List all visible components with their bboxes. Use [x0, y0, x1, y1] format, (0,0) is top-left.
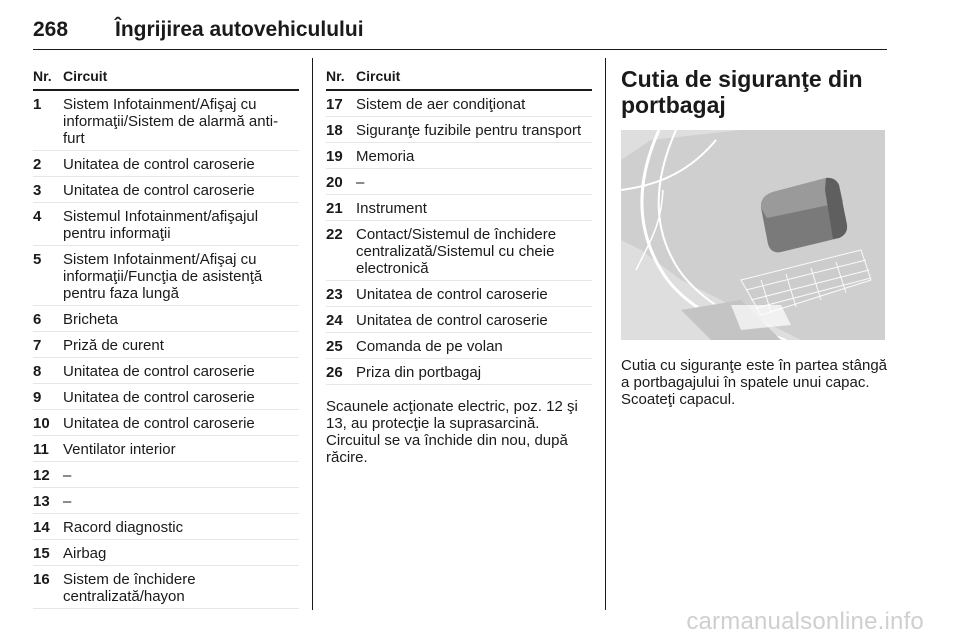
fuse-circuit: Memoria: [356, 143, 592, 169]
column-middle: [326, 58, 592, 466]
fuse-number: 14: [33, 514, 63, 540]
fuse-circuit: Comanda de pe volan: [356, 333, 592, 359]
fuse-row: [33, 566, 299, 609]
header-nr: Nr.: [326, 68, 345, 84]
fuse-circuit: Sistem Infotainment/Afişaj cu informaţii/Sistem de alarmă anti-furt: [63, 91, 299, 151]
fuse-number: 3: [33, 177, 63, 203]
fuse-row: [33, 384, 299, 410]
fuse-number: 24: [326, 307, 356, 333]
section-heading: Cutia de siguranţe din portbagaj: [621, 66, 863, 118]
fuse-circuit: Unitatea de control caroserie: [63, 358, 299, 384]
fuse-table-right: [326, 91, 592, 385]
fuse-number: 7: [33, 332, 63, 358]
column-divider-1: [312, 58, 313, 610]
fuse-row: [326, 91, 592, 117]
fuse-number: 9: [33, 384, 63, 410]
fuse-circuit: Instrument: [356, 195, 592, 221]
fuse-row: [33, 306, 299, 332]
fuse-table-left: [33, 91, 299, 609]
fuse-row: [33, 540, 299, 566]
fuse-circuit: Sistem de aer condiţionat: [356, 91, 592, 117]
fuse-row: [326, 221, 592, 281]
fuse-row: [326, 359, 592, 385]
fuse-row: [33, 177, 299, 203]
fuse-number: 19: [326, 143, 356, 169]
fuse-row: [326, 169, 592, 195]
fuse-circuit: Priză de curent: [63, 332, 299, 358]
fuse-row: [33, 436, 299, 462]
column-left: [33, 58, 299, 609]
fuse-number: 21: [326, 195, 356, 221]
fuse-row: [33, 514, 299, 540]
fuse-circuit: Racord diagnostic: [63, 514, 299, 540]
fuse-number: 8: [33, 358, 63, 384]
fuse-number: 11: [33, 436, 63, 462]
fuse-number: 17: [326, 91, 356, 117]
fuse-number: 23: [326, 281, 356, 307]
fuse-circuit: Unitatea de control caroserie: [356, 281, 592, 307]
fuse-circuit: –: [356, 169, 592, 195]
fuse-number: 2: [33, 151, 63, 177]
fuse-circuit: Sistem de închidere centralizată/hayon: [63, 566, 299, 609]
fuse-circuit: Airbag: [63, 540, 299, 566]
fuse-number: 26: [326, 359, 356, 385]
fuse-row: [326, 143, 592, 169]
fuse-number: 6: [33, 306, 63, 332]
figure-caption: Cutia cu siguranţe este în partea stângă a portbagajului în spatele unui capac. Scoateţi capacul.: [621, 357, 888, 408]
fuse-row: [326, 307, 592, 333]
fuse-circuit: Contact/Sistemul de închidere centralizată/Sistemul cu cheie electronică: [356, 221, 592, 281]
fuse-row: [33, 462, 299, 488]
fuse-number: 1: [33, 91, 63, 151]
header-nr: Nr.: [33, 68, 52, 84]
fuse-circuit: Priza din portbagaj: [356, 359, 592, 385]
fuse-circuit: Unitatea de control caroserie: [63, 410, 299, 436]
fuse-number: 5: [33, 246, 63, 306]
column-right: [621, 58, 887, 408]
fuse-row: [33, 332, 299, 358]
fuse-row: [33, 203, 299, 246]
fuse-circuit: Unitatea de control caroserie: [63, 151, 299, 177]
fuse-circuit: –: [63, 462, 299, 488]
fuse-row: [33, 358, 299, 384]
fuse-number: 10: [33, 410, 63, 436]
fuse-number: 16: [33, 566, 63, 609]
column-divider-2: [605, 58, 606, 610]
fuse-circuit: Unitatea de control caroserie: [63, 177, 299, 203]
fuse-number: 15: [33, 540, 63, 566]
fuse-circuit: Unitatea de control caroserie: [63, 384, 299, 410]
fuse-row: [33, 91, 299, 151]
fuse-circuit: Ventilator interior: [63, 436, 299, 462]
fuse-number: 22: [326, 221, 356, 281]
watermark: carmanualsonline.info: [686, 608, 924, 635]
header-circuit: Circuit: [63, 68, 108, 84]
fuse-table-header-left: [33, 58, 299, 91]
fuse-row: [33, 246, 299, 306]
fuse-circuit: Sistemul Infotainment/afişajul pentru informaţii: [63, 203, 299, 246]
header-circuit: Circuit: [356, 68, 401, 84]
fuse-row: [326, 195, 592, 221]
fuse-number: 25: [326, 333, 356, 359]
page-number: 268: [33, 18, 69, 41]
fuse-number: 20: [326, 169, 356, 195]
fuse-row: [326, 281, 592, 307]
fuse-number: 13: [33, 488, 63, 514]
overload-note: Scaunele acţionate electric, poz. 12 şi 13, au protecţie la suprasarcină. Circuitul se va închide din nou, după răcire.: [326, 398, 578, 466]
fuse-number: 18: [326, 117, 356, 143]
fuse-circuit: Unitatea de control caroserie: [356, 307, 592, 333]
fuse-row: [33, 488, 299, 514]
fuse-row: [33, 410, 299, 436]
fuse-row: [326, 117, 592, 143]
fuse-circuit: –: [63, 488, 299, 514]
page-title: Îngrijirea autovehiculului: [115, 18, 364, 41]
fuse-circuit: Siguranţe fuzibile pentru transport: [356, 117, 592, 143]
fuse-row: [33, 151, 299, 177]
fuse-number: 12: [33, 462, 63, 488]
fuse-row: [326, 333, 592, 359]
page-header: [33, 14, 887, 50]
fuse-circuit: Bricheta: [63, 306, 299, 332]
fuse-number: 4: [33, 203, 63, 246]
trunk-fuse-box-illustration: [621, 130, 885, 340]
fuse-circuit: Sistem Infotainment/Afişaj cu informaţii/Funcţia de asistenţă pentru faza lungă: [63, 246, 299, 306]
fuse-table-header-right: [326, 58, 592, 91]
